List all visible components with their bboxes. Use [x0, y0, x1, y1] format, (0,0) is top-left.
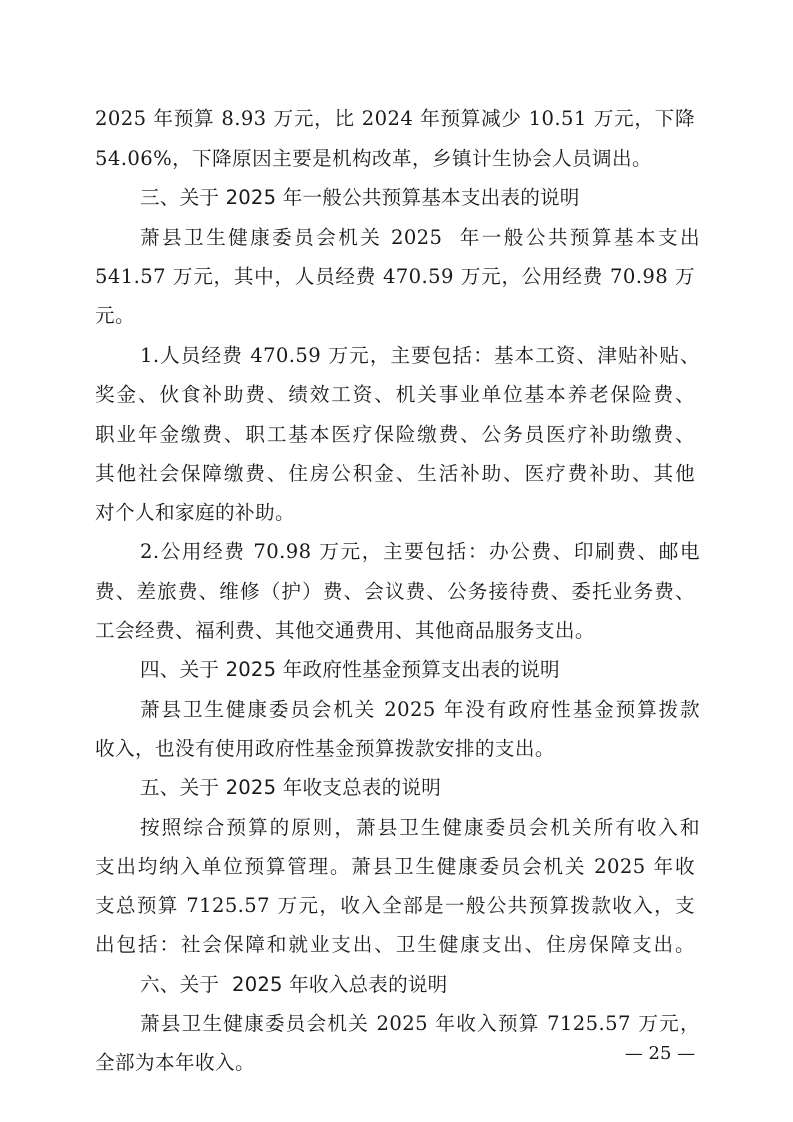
- body-text-line: 工会经费、福利费、其他交通费用、其他商品服务支出。: [95, 619, 595, 642]
- body-text-line: 对个人和家庭的补助。: [95, 501, 295, 524]
- body-text-line: 元。: [95, 304, 135, 327]
- body-text-line: 54.06%，下降原因主要是机构改革，乡镇计生协会人员调出。: [95, 147, 652, 170]
- body-text-line: 职业年金缴费、职工基本医疗保险缴费、公务员医疗补助缴费、: [95, 423, 695, 446]
- body-text-line: 萧县卫生健康委员会机关 2025 年没有政府性基金预算拨款: [140, 698, 700, 721]
- body-text-line: 萧县卫生健康委员会机关 2025 年收入预算 7125.57 万元，: [140, 1012, 700, 1035]
- section-heading-5: 五、关于 2025 年收支总表的说明: [140, 776, 442, 799]
- body-text-line: 支总预算 7125.57 万元，收入全部是一般公共预算拨款收入，支: [95, 894, 695, 917]
- body-text-line: 萧县卫生健康委员会机关 2025 年一般公共预算基本支出: [140, 226, 700, 249]
- body-text-line: 2.公用经费 70.98 万元，主要包括：办公费、印刷费、邮电: [140, 540, 700, 563]
- body-text-line: 出包括：社会保障和就业支出、卫生健康支出、住房保障支出。: [95, 933, 695, 956]
- body-text-line: 支出均纳入单位预算管理。萧县卫生健康委员会机关 2025 年收: [95, 855, 695, 878]
- body-text-line: 2025 年预算 8.93 万元，比 2024 年预算减少 10.51 万元，下降: [95, 107, 695, 130]
- body-text-line: 奖金、伙食补助费、绩效工资、机关事业单位基本养老保险费、: [95, 383, 695, 406]
- body-text-line: 费、差旅费、维修（护）费、会议费、公务接待费、委托业务费、: [95, 580, 695, 603]
- body-text-line: 收入，也没有使用政府性基金预算拨款安排的支出。: [95, 737, 555, 760]
- body-text-line: 541.57 万元，其中，人员经费 470.59 万元，公用经费 70.98 万: [95, 265, 695, 288]
- page-number: — 25 —: [624, 1043, 696, 1064]
- body-text-line: 全部为本年收入。: [95, 1051, 255, 1074]
- section-heading-6: 六、关于 2025 年收入总表的说明: [140, 973, 448, 996]
- body-text-line: 其他社会保障缴费、住房公积金、生活补助、医疗费补助、其他: [95, 462, 695, 485]
- section-heading-4: 四、关于 2025 年政府性基金预算支出表的说明: [140, 658, 560, 681]
- section-heading-3: 三、关于 2025 年一般公共预算基本支出表的说明: [140, 186, 580, 209]
- body-text-line: 1.人员经费 470.59 万元，主要包括：基本工资、津贴补贴、: [140, 344, 700, 367]
- body-text-line: 按照综合预算的原则，萧县卫生健康委员会机关所有收入和: [140, 816, 700, 839]
